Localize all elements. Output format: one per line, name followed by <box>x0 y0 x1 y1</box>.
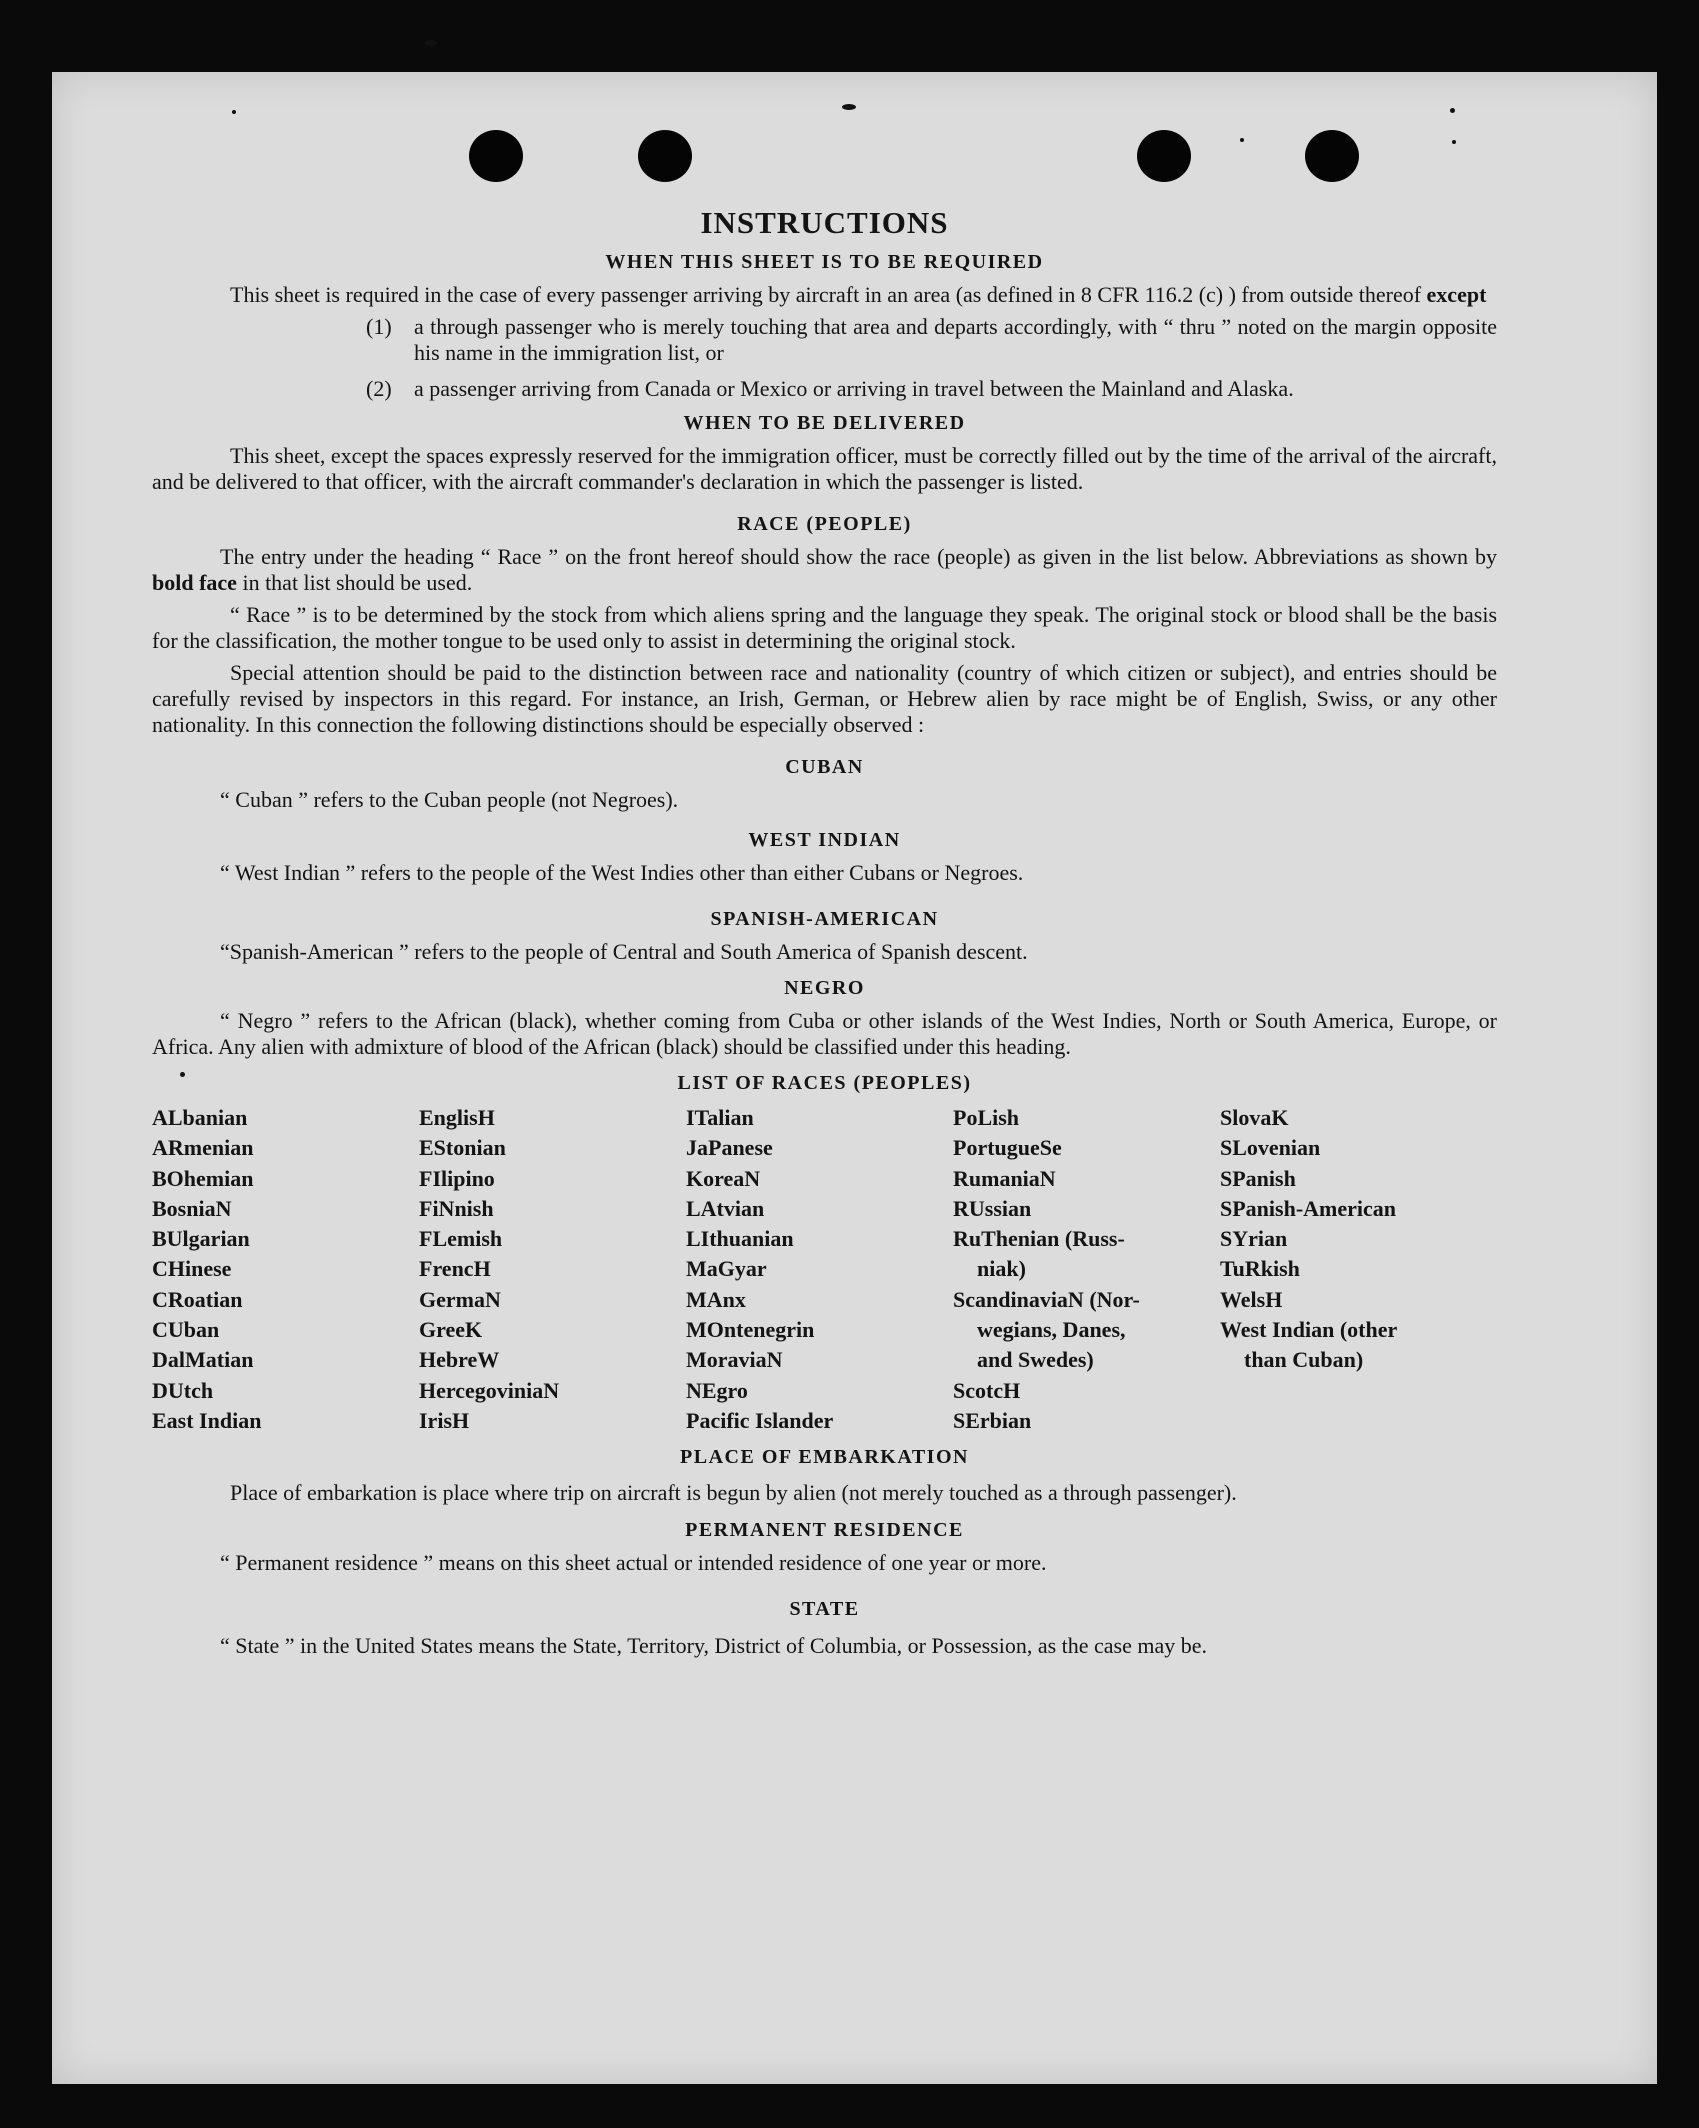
race-paragraph-1 <box>152 544 1497 596</box>
race-paragraph-3: Special attention should be paid to the distinction between race and nationality (country of which citizen or subject), and entries should be carefully revised by inspectors in this regard. For instance, an Irish, German, or Hebrew alien by race might be of English, Swiss, or any other nationality. In this connection the following distinctions should be especially observed : <box>152 660 1497 737</box>
list-item: Pacific Islander <box>686 1407 834 1433</box>
list-item: ALbanian <box>152 1105 248 1130</box>
races-column-5 <box>1220 1103 1497 1436</box>
race-p1-text-end: in that list should be used. <box>236 570 473 595</box>
list-item: ScandinaviaN (Nor- <box>953 1286 1140 1312</box>
list-item: SErbian <box>953 1407 1032 1433</box>
list-item: LAtvian <box>686 1195 765 1221</box>
list-item: SPanish <box>1220 1165 1296 1191</box>
punch-hole <box>1305 130 1359 182</box>
ink-speck <box>842 104 856 110</box>
punch-hole <box>469 130 523 182</box>
section-heading-spanish-american: SPANISH-AMERICAN <box>710 908 939 930</box>
list-item: TuRkish <box>1220 1256 1300 1282</box>
section-heading-delivered: WHEN TO BE DELIVERED <box>683 412 966 434</box>
list-item: DUtch <box>152 1377 214 1403</box>
list-item: LIthuanian <box>686 1226 794 1252</box>
list-item: FrencH <box>419 1256 491 1282</box>
race-p1-boldface: bold face <box>152 570 237 595</box>
list-item-text: a through passenger who is merely touching that area and departs accordingly, with “ thru ” noted on the margin opposite his name in the immigration list, or <box>414 314 1497 365</box>
ink-speck <box>1450 108 1455 113</box>
list-item-continuation: and Swedes) <box>977 1347 1094 1373</box>
section-heading-negro: NEGRO <box>784 977 865 999</box>
list-item: East Indian <box>152 1407 262 1433</box>
races-column-4 <box>953 1103 1220 1436</box>
race-paragraph-2: “ Race ” is to be determined by the stock from which aliens spring and the language they speak. The original stock or blood shall be the basis for the classification, the mother tongue to be used only to assist in determining the original stock. <box>152 602 1497 653</box>
cuban-text: “ Cuban ” refers to the Cuban people (not Negroes). <box>220 787 679 812</box>
west-indian-text: “ West Indian ” refers to the people of the West Indies other than either Cubans or Negroes. <box>220 860 1024 885</box>
spanish-american-text: “Spanish-American ” refers to the people of Central and South America of Spanish descent. <box>220 939 1028 964</box>
list-item: DalMatian <box>152 1347 254 1373</box>
section-heading-required: WHEN THIS SHEET IS TO BE REQUIRED <box>605 251 1044 273</box>
list-item: MaGyar <box>686 1256 767 1282</box>
section-heading-west-indian: WEST INDIAN <box>748 829 901 851</box>
list-item: HebreW <box>419 1347 500 1373</box>
list-item: ARmenian <box>152 1135 254 1161</box>
races-table <box>152 1103 1497 1436</box>
races-column-3 <box>686 1103 953 1436</box>
list-item: HercegoviniaN <box>419 1377 560 1403</box>
list-item-number: (2) <box>366 376 392 401</box>
ink-speck <box>1452 140 1456 144</box>
list-item-continuation: wegians, Danes, <box>977 1317 1126 1343</box>
required-intro-except: except <box>1426 282 1487 307</box>
list-item: MAnx <box>686 1286 746 1312</box>
list-item: BosniaN <box>152 1195 232 1221</box>
list-item: FIlipino <box>419 1165 495 1191</box>
list-item: CHinese <box>152 1256 232 1282</box>
list-item-continuation: than Cuban) <box>1244 1347 1364 1373</box>
list-item: RUssian <box>953 1195 1032 1221</box>
list-item-continuation: niak) <box>977 1256 1026 1282</box>
list-item: EnglisH <box>419 1105 495 1130</box>
exceptions-list <box>152 314 1497 402</box>
list-item: JaPanese <box>686 1135 773 1161</box>
list-item: SlovaK <box>1220 1105 1289 1130</box>
punch-hole <box>638 130 692 182</box>
list-item: KoreaN <box>686 1165 761 1191</box>
negro-text: “ Negro ” refers to the African (black), whether coming from Cuba or other islands of the West Indies, North or South America, Europe, or Africa. Any alien with admixture of blood of the African (black) should be classified under this heading. <box>152 1008 1497 1059</box>
list-item: RuThenian (Russ- <box>953 1226 1125 1252</box>
races-column-2 <box>419 1103 686 1436</box>
list-item: FiNnish <box>419 1195 494 1221</box>
list-item: GermaN <box>419 1286 501 1312</box>
list-item: BOhemian <box>152 1165 254 1191</box>
races-column-1 <box>152 1103 419 1436</box>
race-p1-text: The entry under the heading “ Race ” on the front hereof should show the race (people) as given in the list below. Abbreviations as shown by <box>220 544 1497 569</box>
list-item: CRoatian <box>152 1286 243 1312</box>
list-item: PoLish <box>953 1105 1020 1130</box>
delivered-text: This sheet, except the spaces expressly reserved for the immigration officer, must be correctly filled out by the time of the arrival of the aircraft, and be delivered to that officer, with the aircraft commander's declaration in which the passenger is listed. <box>152 443 1497 494</box>
list-item: IrisH <box>419 1407 470 1433</box>
punch-hole <box>1137 130 1191 182</box>
list-item: PortugueSe <box>953 1135 1062 1161</box>
ink-speck <box>232 110 236 114</box>
list-item: ITalian <box>686 1105 754 1130</box>
required-intro-text: This sheet is required in the case of every passenger arriving by aircraft in an area (as defined in 8 CFR 116.2 (c) ) from outside thereof <box>230 282 1427 307</box>
section-heading-cuban: CUBAN <box>785 756 864 778</box>
state-text: “ State ” in the United States means the State, Territory, District of Columbia, or Possession, as the case may be. <box>220 1633 1208 1659</box>
list-item: MOntenegrin <box>686 1317 815 1343</box>
ink-speck <box>425 40 437 46</box>
list-item: GreeK <box>419 1317 483 1343</box>
list-item: ScotcH <box>953 1377 1021 1403</box>
section-heading-residence: PERMANENT RESIDENCE <box>685 1519 964 1542</box>
section-heading-state: STATE <box>789 1598 860 1621</box>
instructions-content <box>152 205 1497 1669</box>
list-item-number: (1) <box>366 314 392 339</box>
section-heading-races-list: LIST OF RACES (PEOPLES) <box>677 1072 972 1094</box>
list-item: WelsH <box>1220 1286 1283 1312</box>
list-item: CUban <box>152 1317 220 1343</box>
residence-text: “ Permanent residence ” means on this sheet actual or intended residence of one year or more. <box>220 1550 1047 1576</box>
list-item: MoraviaN <box>686 1347 783 1373</box>
section-heading-race: RACE (PEOPLE) <box>737 513 912 535</box>
embarkation-text: Place of embarkation is place where trip on aircraft is begun by alien (not merely touched as a through passenger). <box>230 1480 1237 1506</box>
list-item-text: a passenger arriving from Canada or Mexico or arriving in travel between the Mainland and Alaska. <box>414 376 1294 401</box>
list-item: SYrian <box>1220 1226 1288 1252</box>
list-item: NEgro <box>686 1377 748 1403</box>
list-item: SLovenian <box>1220 1135 1321 1161</box>
ink-speck <box>1240 138 1244 142</box>
required-intro <box>152 282 1497 308</box>
list-item <box>152 314 1497 366</box>
list-item: BUlgarian <box>152 1226 250 1252</box>
list-item: EStonian <box>419 1135 506 1161</box>
section-heading-embarkation: PLACE OF EMBARKATION <box>680 1446 969 1469</box>
page-title: INSTRUCTIONS <box>700 205 949 240</box>
list-item <box>152 376 1497 402</box>
list-item: FLemish <box>419 1226 503 1252</box>
list-item: RumaniaN <box>953 1165 1056 1191</box>
list-item: SPanish-American <box>1220 1195 1396 1221</box>
list-item: West Indian (other <box>1220 1317 1398 1343</box>
